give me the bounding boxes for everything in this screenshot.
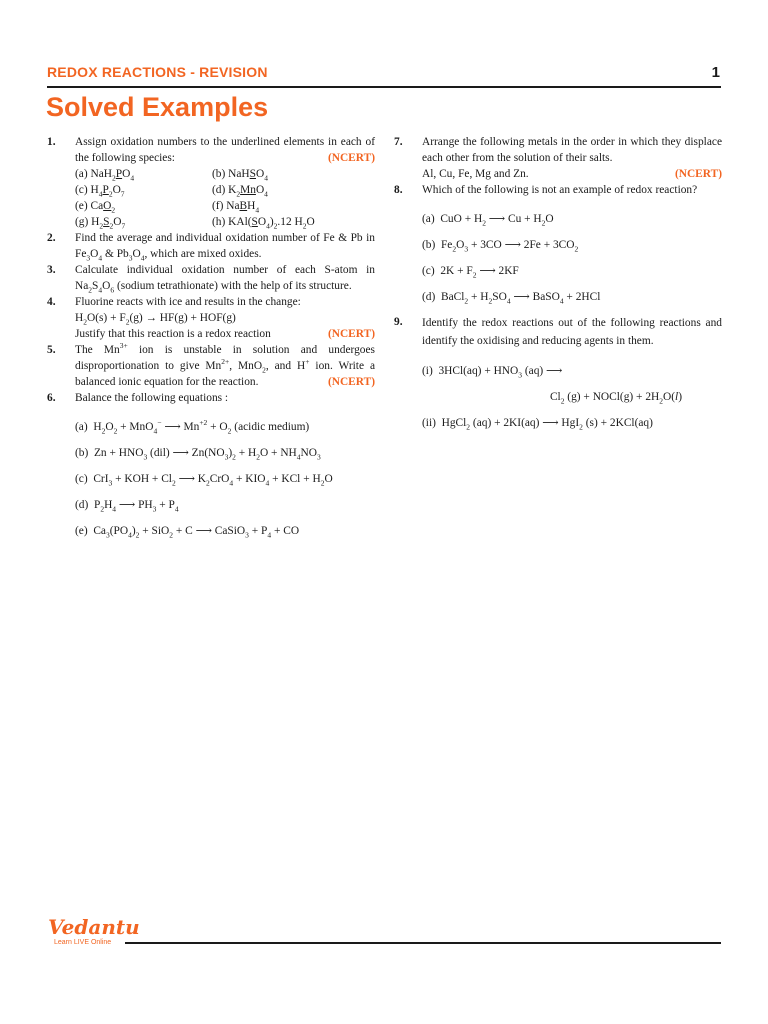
- ncert-tag: (NCERT): [674, 168, 722, 180]
- question-text: Identify the redox reactions out of the following reactions and identify the oxidising and reducing agents in them.: [422, 317, 722, 347]
- option-i: (i) $3HCl(aq) + HNO_3$ (aq) ⟶: [422, 365, 563, 380]
- question-1: [47, 134, 375, 230]
- page-number: 1: [711, 64, 720, 81]
- question-number: 9.: [394, 316, 403, 328]
- species-item: (f) NaBH$_4$: [212, 200, 260, 215]
- metals-line: [422, 166, 722, 182]
- equation-c: (c) CrI$_3$ + KOH + $Cl_2$ ⟶ $K_2CrO_4 + KIO_4$ + KCl + $H_2O$: [75, 473, 333, 488]
- question-9: [394, 314, 722, 436]
- species-row: [75, 214, 375, 230]
- species-item: (h) $KAl(SO_4)_2.12$ $H_2O$: [212, 216, 315, 231]
- equation-d: (d) $P_2H_4$ ⟶ $PH_3 + P_4$: [75, 499, 179, 514]
- footer-divider: [125, 942, 721, 944]
- logo-text: Vedantu: [48, 915, 140, 939]
- question-text: Find the average and individual oxidation number of Fe & Pb in $Fe_3O_4$ & $Pb_3O_4$, which are mixed oxides.: [75, 232, 375, 263]
- question-2: [47, 230, 375, 262]
- question-followup: Justify that this reaction is a redox reaction (NCERT): [75, 328, 375, 340]
- logo-tagline: Learn LIVE Online: [54, 939, 112, 946]
- species-row: [75, 166, 375, 182]
- right-column: [394, 134, 722, 436]
- question-text: Which of the following is not an example of redox reaction?: [422, 184, 698, 196]
- question-text: Balance the following equations :: [75, 392, 229, 404]
- header-divider: [47, 86, 721, 88]
- question-text: Calculate individual oxidation number of each S-atom in $Na_2S_4O_6$ (sodium tetrathionate) with the help of its structure.: [75, 264, 375, 295]
- metals-list: Al, Cu, Fe, Mg and Zn.: [422, 168, 529, 180]
- equation-e: (e) $Ca_3(PO_4)_2 + SiO_2 + C$ ⟶ CaSiO$_3$ + $P_4$ + CO: [75, 525, 300, 540]
- ncert-tag: (NCERT): [327, 152, 375, 164]
- option-ii: (ii) HgCl$_2$ (aq) + 2KI(aq) ⟶ HgI$_2$ (s) + 2KCl(aq): [422, 417, 653, 432]
- species-item: (b) NaHSO$_4$: [212, 168, 268, 183]
- question-6: [47, 390, 375, 544]
- species-item: (e) CaO$_2$: [75, 200, 116, 215]
- species-item: (d) $K_2MnO_4$: [212, 184, 268, 199]
- equation-a: (a) $H_2O_2 + MnO_4^-$ ⟶ $Mn^{+2} + O_2$ (acidic medium): [75, 418, 310, 436]
- question-text: Arrange the following metals in the order in which they displace each other from the solution of their salts.: [422, 136, 722, 164]
- option-c: (c) $2K + F_2$ ⟶ 2KF: [422, 265, 519, 280]
- species-item: (g) $H_2S_2O_7$: [75, 216, 126, 231]
- species-item: (a) $NaH_2PO_4$: [75, 168, 135, 183]
- option-a: (a) CuO + $H_2$ ⟶ $Cu + H_2O$: [422, 213, 554, 228]
- section-title: Solved Examples: [46, 92, 269, 122]
- question-number: 8.: [394, 184, 403, 196]
- species-row: [75, 198, 375, 214]
- equation: $H_2O(s) + F_2(g) \to HF(g) + HOF(g)$: [75, 312, 236, 327]
- species-item: (c) $H_4P_2O_7$: [75, 184, 125, 199]
- question-number: 7.: [394, 136, 403, 148]
- species-row: [75, 182, 375, 198]
- question-8: [394, 182, 722, 310]
- option-i-products: $Cl_2$ (g) + NOCl(g) + $2H_2O(l)$: [549, 391, 682, 406]
- question-3: [47, 262, 375, 294]
- equation-b: (b) $Zn + HNO_3$ (dil) ⟶ $Zn(NO_3)_2 + H_2O + NH_4NO_3$: [75, 447, 321, 462]
- ncert-tag: (NCERT): [327, 376, 375, 388]
- ncert-tag: (NCERT): [327, 328, 375, 340]
- question-number: 3.: [47, 264, 56, 276]
- question-4: [47, 294, 375, 342]
- question-number: 6.: [47, 392, 56, 404]
- question-text: Assign oxidation numbers to the underlined elements in each of the following species: (NCERT): [75, 136, 375, 164]
- left-column: [47, 134, 375, 544]
- option-d: (d) BaCl$_2$ + $H_2SO_4$ ⟶ BaSO$_4$ + 2HCl: [422, 291, 601, 306]
- option-b: (b) $Fe_2O_3 + 3CO$ ⟶ $2Fe + 3CO_2$: [422, 239, 579, 254]
- vedantu-logo: [48, 915, 138, 955]
- question-text: Fluorine reacts with ice and results in the change:: [75, 296, 301, 308]
- question-5: [47, 342, 375, 390]
- question-7: [394, 134, 722, 182]
- question-number: 2.: [47, 232, 56, 244]
- header-title: REDOX REACTIONS - REVISION: [47, 64, 268, 80]
- question-number: 1.: [47, 136, 56, 148]
- question-number: 5.: [47, 344, 56, 356]
- question-text: The $Mn^{3+}$ ion is unstable in solution and undergoes disproportionation to give $Mn^{2+}$, MnO$_2$, and H+ ion. Write a balanced ionic equation for the reaction. (NCERT): [75, 341, 375, 388]
- question-number: 4.: [47, 296, 56, 308]
